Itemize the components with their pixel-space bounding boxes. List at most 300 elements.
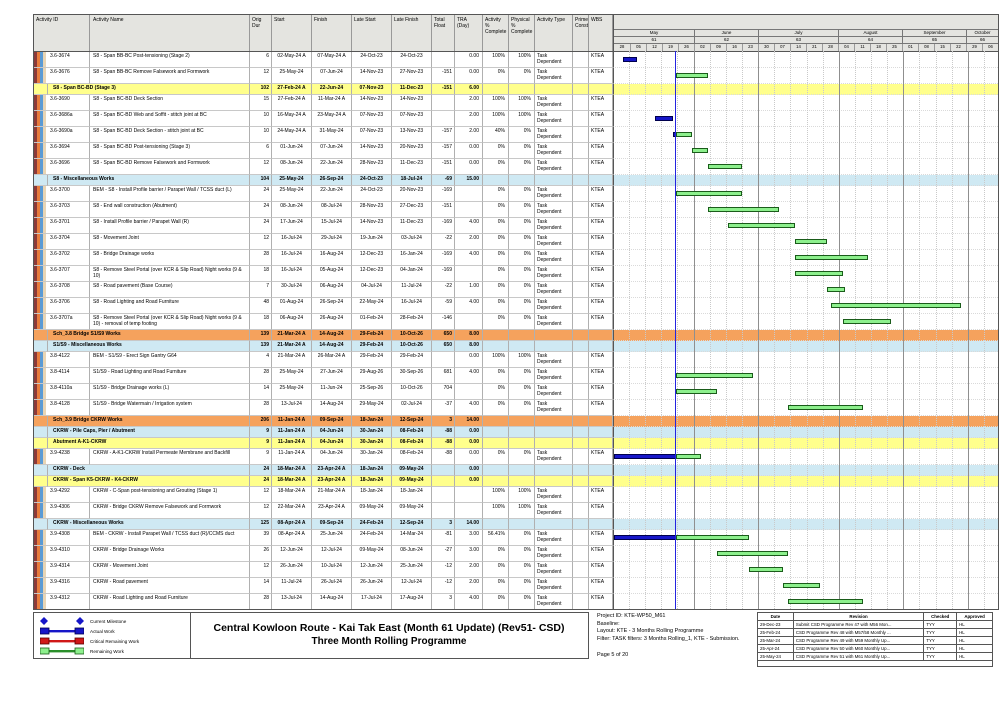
late-finish-cell: 11-Dec-23 xyxy=(392,84,432,95)
gantt-bar-remaining xyxy=(676,454,701,459)
wbs-cell: KTEA xyxy=(589,218,613,234)
late-finish-cell: 24-Oct-23 xyxy=(392,52,432,68)
prime-const-cell xyxy=(573,400,589,416)
table-row xyxy=(34,487,998,503)
late-finish-cell: 08-Jun-24 xyxy=(392,546,432,562)
finish-cell: 23-Apr-24 A xyxy=(312,465,352,476)
late-finish-cell: 11-Jul-24 xyxy=(392,282,432,298)
week-cell: 06 xyxy=(982,44,998,51)
activity-id-cell: 3.6-3694 xyxy=(34,143,90,159)
table-row xyxy=(34,400,998,416)
physical-pct-cell: 0% xyxy=(509,282,535,298)
late-finish-cell: 08-Feb-24 xyxy=(392,449,432,465)
total-float-cell: 704 xyxy=(432,384,455,400)
prime-const-cell xyxy=(573,384,589,400)
activity-name-cell: CKRW - C-Span post-tensioning and Grouting (Stage 1) xyxy=(90,487,250,503)
activity-name-cell: S8 - Span BC-BD Deck Section xyxy=(90,95,250,111)
legend-box xyxy=(33,612,191,659)
week-cell: 22 xyxy=(950,44,966,51)
activity-pct-cell xyxy=(483,84,509,95)
legend-item xyxy=(40,646,190,656)
start-cell: 08-Apr-24 A xyxy=(272,519,312,530)
table-row xyxy=(34,352,998,368)
tra-cell: 6.00 xyxy=(455,84,483,95)
tra-cell: 2.00 xyxy=(455,578,483,594)
finish-cell: 27-Jun-24 xyxy=(312,368,352,384)
start-cell: 16-Jul-24 xyxy=(272,234,312,250)
activity-pct-cell xyxy=(483,465,509,476)
gantt-bar-actual xyxy=(623,57,637,62)
activity-name-cell: CKRW - Bridge CKRW Remove Falsework and Formwork xyxy=(90,503,250,519)
late-start-cell: 14-Nov-23 xyxy=(352,218,392,234)
activity-name-cell: S8 - Span BC-BD Deck Section - stitch joint at BC xyxy=(90,127,250,143)
physical-pct-cell xyxy=(509,341,535,352)
tra-cell: 4.00 xyxy=(455,250,483,266)
month-cell: July xyxy=(758,30,838,36)
activity-id-cell: 3.6-3707 xyxy=(34,266,90,282)
start-cell: 16-Jul-24 xyxy=(272,266,312,282)
week-cell: 09 xyxy=(710,44,726,51)
orig-dur-cell: 28 xyxy=(250,250,272,266)
revision-cell: 25-Apr-24 xyxy=(758,645,794,653)
gantt-bar-remaining xyxy=(788,405,863,410)
tra-cell: 1.00 xyxy=(455,282,483,298)
revision-header-row xyxy=(758,613,993,621)
finish-cell: 21-Mar-24 A xyxy=(312,487,352,503)
prime-const-cell xyxy=(573,314,589,330)
activity-type-cell: Task Dependent xyxy=(535,400,573,416)
gantt-row xyxy=(613,427,998,438)
physical-pct-cell: 0% xyxy=(509,250,535,266)
prime-const-cell xyxy=(573,234,589,250)
prime-const-cell xyxy=(573,95,589,111)
layout-label: Layout: KTE - 3 Months Rolling Programme xyxy=(597,628,704,634)
physical-pct-cell: 0% xyxy=(509,68,535,84)
late-finish-cell: 27-Nov-23 xyxy=(392,68,432,84)
activity-id-cell: 3.9-4238 xyxy=(34,449,90,465)
revision-cell: 25-Mar-24 xyxy=(758,637,794,645)
start-cell: 30-Jul-24 xyxy=(272,282,312,298)
total-float-cell: -169 xyxy=(432,250,455,266)
week-cell: 07 xyxy=(774,44,790,51)
late-finish-cell: 09-May-24 xyxy=(392,476,432,487)
legend-label: Critical Remaining Work xyxy=(90,638,140,644)
late-finish-cell: 20-Nov-23 xyxy=(392,186,432,202)
baseline-label: Baseline: xyxy=(597,620,620,627)
band-name-cell: S8 - Miscellaneous Works xyxy=(48,175,250,186)
activity-type-cell xyxy=(535,465,573,476)
group-stripe-cell xyxy=(34,519,48,530)
orig-dur-cell: 28 xyxy=(250,594,272,610)
activity-type-cell: Task Dependent xyxy=(535,562,573,578)
activity-pct-cell: 100% xyxy=(483,95,509,111)
activity-type-cell xyxy=(535,519,573,530)
gantt-row xyxy=(613,487,998,503)
activity-pct-cell: 40% xyxy=(483,127,509,143)
gantt-row xyxy=(613,530,998,546)
activity-name-cell: S8 - End wall construction (Abutment) xyxy=(90,202,250,218)
table-header-cell: Prime Const xyxy=(573,15,589,51)
start-cell: 01-Aug-24 xyxy=(272,298,312,314)
gantt-row xyxy=(613,314,998,330)
wbs-cell: KTEA xyxy=(589,449,613,465)
start-cell: 27-Feb-24 A xyxy=(272,84,312,95)
start-cell: 16-May-24 A xyxy=(272,111,312,127)
month-number-cell: 64 xyxy=(838,37,902,43)
finish-cell: 14-Aug-24 xyxy=(312,330,352,341)
activity-name-cell: S8 - Span BB-BC Remove Falsework and Formwork xyxy=(90,68,250,84)
table-row xyxy=(34,594,998,610)
activity-type-cell: Task Dependent xyxy=(535,352,573,368)
start-cell: 27-Feb-24 A xyxy=(272,95,312,111)
orig-dur-cell: 12 xyxy=(250,487,272,503)
late-finish-cell: 10-Oct-26 xyxy=(392,384,432,400)
finish-cell: 16-Aug-24 xyxy=(312,250,352,266)
late-finish-cell: 18-Jan-24 xyxy=(392,487,432,503)
activity-pct-cell: 0% xyxy=(483,578,509,594)
late-start-cell: 29-Feb-24 xyxy=(352,330,392,341)
late-start-cell: 09-May-24 xyxy=(352,546,392,562)
finish-cell: 06-Aug-24 xyxy=(312,282,352,298)
activity-id-cell: 3.9-4308 xyxy=(34,530,90,546)
week-cell: 18 xyxy=(870,44,886,51)
gantt-bar-remaining xyxy=(676,373,754,378)
gantt-bar-remaining xyxy=(717,551,788,556)
late-finish-cell: 30-Sep-26 xyxy=(392,368,432,384)
late-finish-cell: 27-Dec-23 xyxy=(392,202,432,218)
revision-cell: CSD Programme Rev 51 with M61 Monthly Up... xyxy=(793,653,923,661)
wbs-cell xyxy=(589,427,613,438)
tra-cell: 8.00 xyxy=(455,341,483,352)
activity-type-cell: Task Dependent xyxy=(535,111,573,127)
tra-cell: 0.00 xyxy=(455,352,483,368)
summary-band-row xyxy=(34,465,998,476)
month-number-cell: 66 xyxy=(966,37,998,43)
total-float-cell: -151 xyxy=(432,68,455,84)
orig-dur-cell: 102 xyxy=(250,84,272,95)
prime-const-cell xyxy=(573,449,589,465)
legend-label: Current Milestone xyxy=(90,618,127,624)
tra-cell: 2.00 xyxy=(455,127,483,143)
table-row xyxy=(34,266,998,282)
tra-cell xyxy=(455,503,483,519)
group-stripe-cell xyxy=(34,476,48,487)
orig-dur-cell: 26 xyxy=(250,546,272,562)
group-stripe-cell xyxy=(34,175,48,186)
physical-pct-cell xyxy=(509,519,535,530)
tra-cell xyxy=(455,186,483,202)
orig-dur-cell: 6 xyxy=(250,52,272,68)
tra-cell xyxy=(455,487,483,503)
activity-id-cell: 3.6-3696 xyxy=(34,159,90,175)
week-cell: 04 xyxy=(838,44,854,51)
prime-const-cell xyxy=(573,218,589,234)
week-cell: 23 xyxy=(742,44,758,51)
activity-type-cell: Task Dependent xyxy=(535,314,573,330)
gantt-bar-remaining xyxy=(708,207,779,212)
table-row xyxy=(34,186,998,202)
wbs-cell xyxy=(589,175,613,186)
tra-cell: 0.00 xyxy=(455,476,483,487)
physical-pct-cell xyxy=(509,465,535,476)
total-float-cell: -151 xyxy=(432,202,455,218)
start-cell: 11-Jan-24 A xyxy=(272,416,312,427)
activity-pct-cell: 100% xyxy=(483,487,509,503)
summary-band-row xyxy=(34,519,998,530)
activity-id-cell: 3.9-4314 xyxy=(34,562,90,578)
wbs-cell: KTEA xyxy=(589,234,613,250)
start-cell: 18-Mar-24 A xyxy=(272,465,312,476)
prime-const-cell xyxy=(573,330,589,341)
finish-cell: 09-Sep-24 xyxy=(312,519,352,530)
legend-item xyxy=(40,616,190,626)
gantt-bar-remaining xyxy=(795,255,868,260)
remaining-work-icon xyxy=(40,647,84,655)
prime-const-cell xyxy=(573,111,589,127)
gantt-row xyxy=(613,95,998,111)
late-start-cell: 04-Jul-24 xyxy=(352,282,392,298)
tra-cell: 14.00 xyxy=(455,519,483,530)
gantt-schedule-grid xyxy=(33,14,999,610)
activity-type-cell: Task Dependent xyxy=(535,282,573,298)
activity-id-cell: 3.6-3702 xyxy=(34,250,90,266)
orig-dur-cell: 125 xyxy=(250,519,272,530)
total-float-cell: -146 xyxy=(432,314,455,330)
physical-pct-cell: 0% xyxy=(509,400,535,416)
revision-cell: TYY xyxy=(924,645,957,653)
physical-pct-cell: 0% xyxy=(509,594,535,610)
finish-cell: 22-Jun-24 xyxy=(312,84,352,95)
activity-pct-cell xyxy=(483,427,509,438)
gantt-row xyxy=(613,175,998,186)
total-float-cell: -69 xyxy=(432,175,455,186)
total-float-cell: -12 xyxy=(432,562,455,578)
start-cell: 08-Jun-24 xyxy=(272,159,312,175)
total-float-cell: 3 xyxy=(432,519,455,530)
start-cell: 17-Jun-24 xyxy=(272,218,312,234)
orig-dur-cell: 14 xyxy=(250,578,272,594)
activity-id-cell: 3.6-3706 xyxy=(34,298,90,314)
gantt-row xyxy=(613,400,998,416)
week-cell: 05 xyxy=(630,44,646,51)
total-float-cell xyxy=(432,503,455,519)
orig-dur-cell: 28 xyxy=(250,368,272,384)
tra-cell: 2.00 xyxy=(455,95,483,111)
table-row xyxy=(34,111,998,127)
legend-label: Remaining Work xyxy=(90,648,124,654)
month-cell: August xyxy=(838,30,902,36)
late-start-cell: 22-May-24 xyxy=(352,298,392,314)
activity-id-cell: 3.6-3707a xyxy=(34,314,90,330)
late-finish-cell: 07-Nov-23 xyxy=(392,111,432,127)
prime-const-cell xyxy=(573,594,589,610)
total-float-cell: -37 xyxy=(432,400,455,416)
finish-cell: 07-Jun-24 xyxy=(312,68,352,84)
activity-id-cell: 3.6-3690 xyxy=(34,95,90,111)
gantt-row xyxy=(613,341,998,352)
total-float-cell xyxy=(432,465,455,476)
total-float-cell: 681 xyxy=(432,368,455,384)
page-number: Page 5 of 20 xyxy=(597,652,629,658)
late-start-cell: 24-Feb-24 xyxy=(352,519,392,530)
activity-type-cell: Task Dependent xyxy=(535,202,573,218)
activity-pct-cell: 0% xyxy=(483,546,509,562)
table-row xyxy=(34,314,998,330)
late-finish-cell: 12-Sep-24 xyxy=(392,519,432,530)
tra-cell: 0.00 xyxy=(455,143,483,159)
revision-cell: HL xyxy=(957,621,993,629)
physical-pct-cell: 0% xyxy=(509,218,535,234)
activity-id-cell: 3.8-4110a xyxy=(34,384,90,400)
orig-dur-cell: 104 xyxy=(250,175,272,186)
table-row xyxy=(34,530,998,546)
activity-name-cell: CKRW - Bridge Drainage Works xyxy=(90,546,250,562)
activity-id-cell: 3.9-4292 xyxy=(34,487,90,503)
group-stripe-cell xyxy=(34,416,48,427)
late-finish-cell: 10-Oct-26 xyxy=(392,341,432,352)
start-cell: 24-May-24 A xyxy=(272,127,312,143)
late-finish-cell: 11-Dec-23 xyxy=(392,159,432,175)
start-cell: 25-May-24 xyxy=(272,186,312,202)
actual-work-icon xyxy=(40,627,84,635)
timescale-weeks xyxy=(614,43,998,51)
start-cell: 11-Jan-24 A xyxy=(272,449,312,465)
gantt-bar-remaining xyxy=(728,223,794,228)
week-cell: 28 xyxy=(822,44,838,51)
finish-cell: 04-Jun-24 xyxy=(312,449,352,465)
activity-id-cell: 3.6-3686a xyxy=(34,111,90,127)
wbs-cell: KTEA xyxy=(589,546,613,562)
gantt-bar-remaining xyxy=(676,73,708,78)
table-row xyxy=(34,368,998,384)
gantt-row xyxy=(613,416,998,427)
activity-id-cell: 3.8-4122 xyxy=(34,352,90,368)
critical-remaining-work-icon xyxy=(40,637,84,645)
gantt-bar-actual xyxy=(614,454,676,459)
activity-pct-cell: 0% xyxy=(483,298,509,314)
gantt-bar-remaining xyxy=(676,389,717,394)
activity-name-cell: S8 - Movement Joint xyxy=(90,234,250,250)
activity-type-cell: Task Dependent xyxy=(535,546,573,562)
table-row xyxy=(34,449,998,465)
prime-const-cell xyxy=(573,84,589,95)
activity-id-cell: 3.6-3703 xyxy=(34,202,90,218)
finish-cell: 23-Apr-24 A xyxy=(312,503,352,519)
week-cell: 15 xyxy=(934,44,950,51)
total-float-cell: -157 xyxy=(432,127,455,143)
table-header-cell: Orig Dur xyxy=(250,15,272,51)
activity-name-cell: S1/S9 - Road Lighting and Road Furniture xyxy=(90,368,250,384)
late-start-cell: 18-Jan-24 xyxy=(352,487,392,503)
activity-pct-cell: 100% xyxy=(483,111,509,127)
physical-pct-cell xyxy=(509,84,535,95)
tra-cell: 0.00 xyxy=(455,52,483,68)
activity-type-cell: Task Dependent xyxy=(535,368,573,384)
tra-cell: 4.00 xyxy=(455,368,483,384)
activity-type-cell: Task Dependent xyxy=(535,250,573,266)
finish-cell: 31-May-24 xyxy=(312,127,352,143)
wbs-cell: KTEA xyxy=(589,530,613,546)
activity-type-cell: Task Dependent xyxy=(535,127,573,143)
gantt-row xyxy=(613,52,998,68)
wbs-cell xyxy=(589,476,613,487)
prime-const-cell xyxy=(573,266,589,282)
physical-pct-cell: 0% xyxy=(509,578,535,594)
late-finish-cell: 16-Jan-24 xyxy=(392,250,432,266)
physical-pct-cell: 0% xyxy=(509,384,535,400)
late-start-cell: 07-Nov-23 xyxy=(352,111,392,127)
finish-cell: 26-Mar-24 A xyxy=(312,352,352,368)
week-cell: 01 xyxy=(902,44,918,51)
orig-dur-cell: 9 xyxy=(250,449,272,465)
gantt-row xyxy=(613,368,998,384)
orig-dur-cell: 14 xyxy=(250,384,272,400)
wbs-cell: KTEA xyxy=(589,127,613,143)
table-row xyxy=(34,234,998,250)
late-finish-cell: 08-Feb-24 xyxy=(392,438,432,449)
late-start-cell: 29-May-24 xyxy=(352,400,392,416)
table-row xyxy=(34,143,998,159)
tra-cell: 2.00 xyxy=(455,234,483,250)
legend-item xyxy=(40,626,190,636)
physical-pct-cell: 100% xyxy=(509,95,535,111)
table-row xyxy=(34,282,998,298)
prime-const-cell xyxy=(573,202,589,218)
late-start-cell: 07-Nov-23 xyxy=(352,127,392,143)
month-number-cell: 63 xyxy=(758,37,838,43)
activity-type-cell: Task Dependent xyxy=(535,449,573,465)
revision-cell: CSD Programme Rev 49 with M59 Monthly Up... xyxy=(793,637,923,645)
activity-name-cell: BEM - CKRW - Install Parapet Wall / TCSS duct (R)/CCMS duct xyxy=(90,530,250,546)
table-row xyxy=(34,52,998,68)
activity-id-cell: 3.6-3690a xyxy=(34,127,90,143)
wbs-cell: KTEA xyxy=(589,186,613,202)
tra-cell: 8.00 xyxy=(455,330,483,341)
late-start-cell: 17-Jul-24 xyxy=(352,594,392,610)
table-header-cell: TRA (Day) xyxy=(455,15,483,51)
gantt-row xyxy=(613,384,998,400)
gantt-bar-remaining xyxy=(788,599,863,604)
start-cell: 21-Mar-24 A xyxy=(272,330,312,341)
late-finish-cell: 20-Nov-23 xyxy=(392,143,432,159)
tra-cell: 2.00 xyxy=(455,562,483,578)
start-cell: 25-May-24 xyxy=(272,175,312,186)
month-cell: October xyxy=(966,30,998,36)
start-cell: 08-Apr-24 A xyxy=(272,530,312,546)
orig-dur-cell: 24 xyxy=(250,465,272,476)
table-row xyxy=(34,546,998,562)
prime-const-cell xyxy=(573,530,589,546)
gantt-bar-remaining xyxy=(749,567,783,572)
timescale-month-numbers xyxy=(614,36,998,43)
activity-pct-cell xyxy=(483,476,509,487)
late-finish-cell: 17-Aug-24 xyxy=(392,594,432,610)
wbs-cell: KTEA xyxy=(589,487,613,503)
wbs-cell: KTEA xyxy=(589,352,613,368)
gantt-row xyxy=(613,476,998,487)
prime-const-cell xyxy=(573,175,589,186)
table-header-cell: Start xyxy=(272,15,312,51)
orig-dur-cell: 7 xyxy=(250,282,272,298)
total-float-cell: -88 xyxy=(432,427,455,438)
late-start-cell: 24-Oct-23 xyxy=(352,175,392,186)
summary-band-row xyxy=(34,175,998,186)
orig-dur-cell: 12 xyxy=(250,562,272,578)
week-cell: 11 xyxy=(854,44,870,51)
late-finish-cell: 04-Jan-24 xyxy=(392,266,432,282)
table-row xyxy=(34,159,998,175)
late-start-cell: 18-Jan-24 xyxy=(352,416,392,427)
